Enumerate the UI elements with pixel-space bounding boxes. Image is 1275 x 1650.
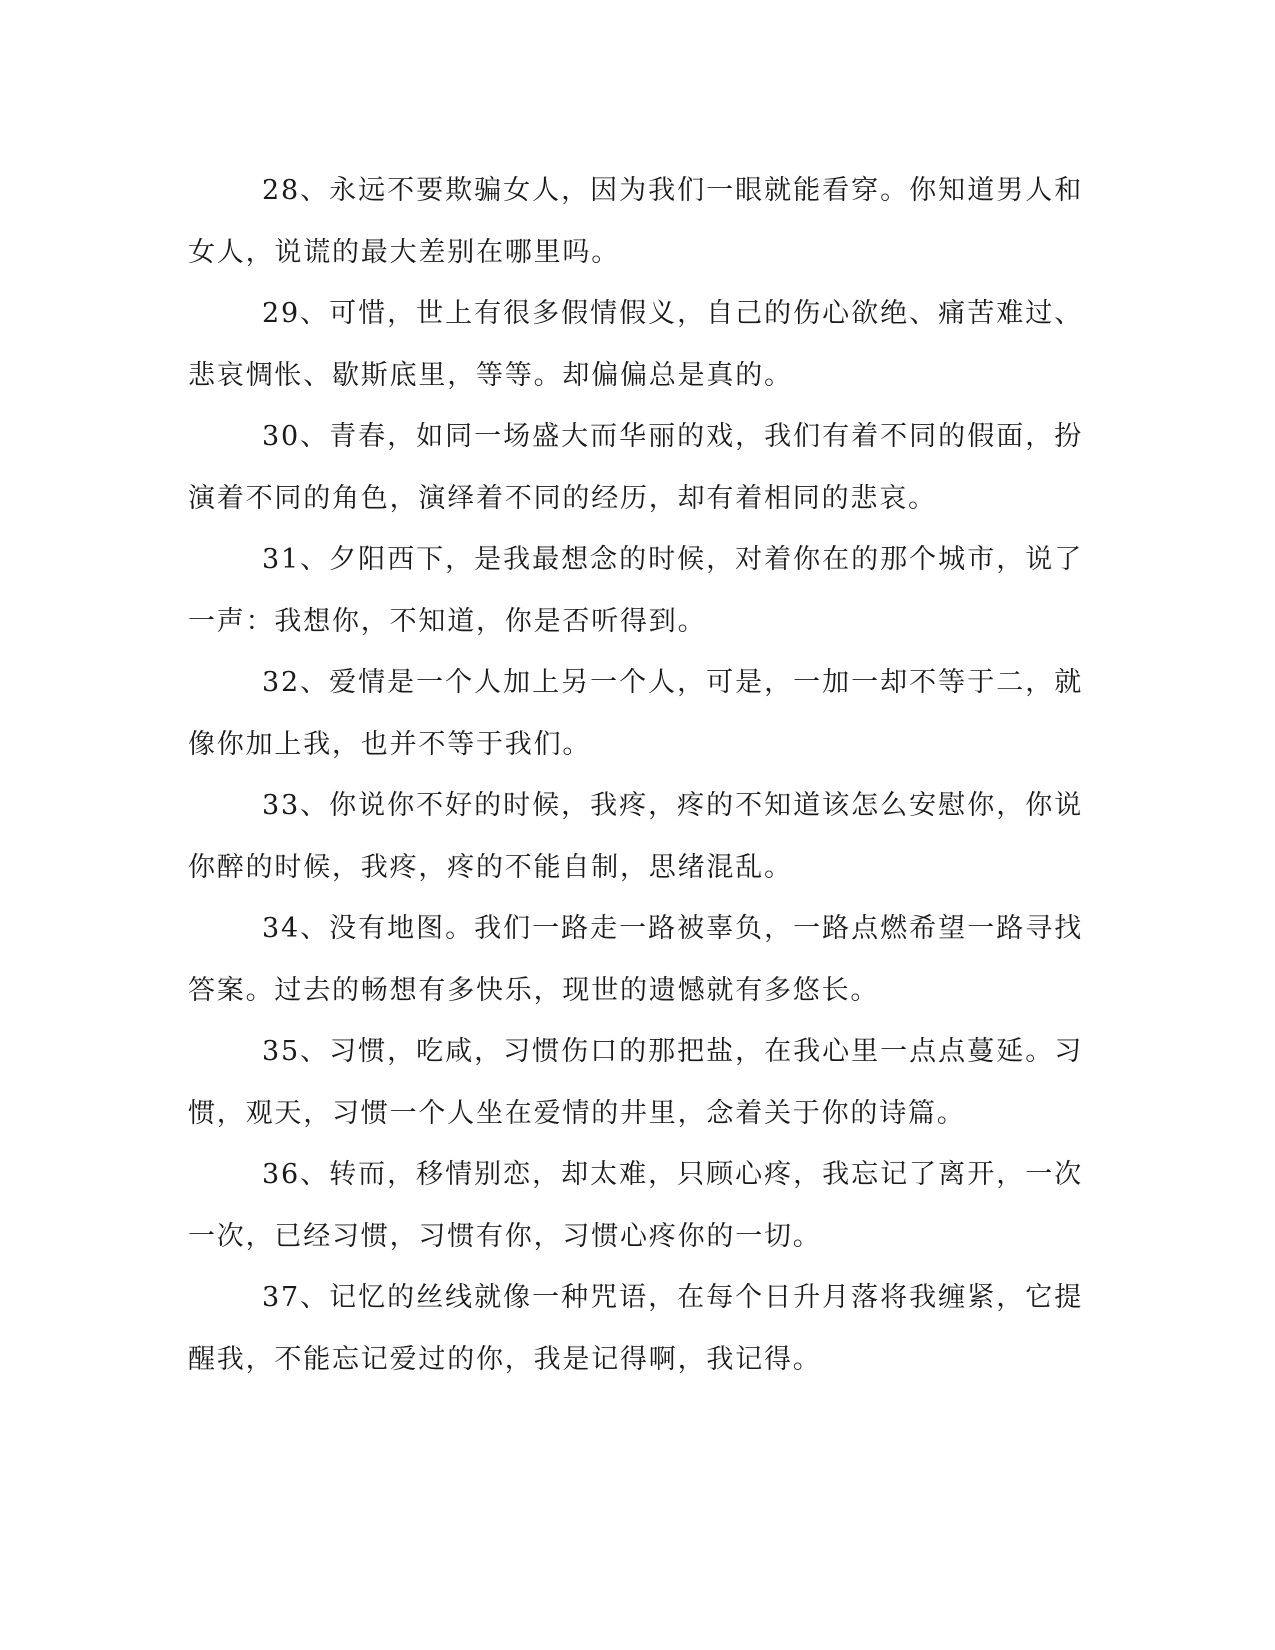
paragraph-37: 37、记忆的丝线就像一种咒语，在每个日升月落将我缠紧，它提醒我，不能忘记爱过的你，我是记得啊，我记得。 bbox=[188, 1282, 1083, 1375]
paragraph-28: 28、永远不要欺骗女人，因为我们一眼就能看穿。你知道男人和女人，说谎的最大差别在哪里吗。 bbox=[188, 175, 1083, 268]
paragraph-31: 31、夕阳西下，是我最想念的时候，对着你在的那个城市，说了一声：我想你，不知道，你是否听得到。 bbox=[188, 544, 1083, 637]
paragraph-29: 29、可惜，世上有很多假情假义，自己的伤心欲绝、痛苦难过、悲哀惆怅、歇斯底里，等等。却偏偏总是真的。 bbox=[188, 298, 1083, 391]
paragraph-30: 30、青春，如同一场盛大而华丽的戏，我们有着不同的假面，扮演着不同的角色，演绎着不同的经历，却有着相同的悲哀。 bbox=[188, 421, 1083, 514]
paragraph-36: 36、转而，移情别恋，却太难，只顾心疼，我忘记了离开，一次一次，已经习惯，习惯有你，习惯心疼你的一切。 bbox=[188, 1159, 1083, 1252]
paragraph-32: 32、爱情是一个人加上另一个人，可是，一加一却不等于二，就像你加上我，也并不等于我们。 bbox=[188, 667, 1083, 760]
paragraph-35: 35、习惯，吃咸，习惯伤口的那把盐，在我心里一点点蔓延。习惯，观天，习惯一个人坐在爱情的井里，念着关于你的诗篇。 bbox=[188, 1036, 1083, 1129]
paragraph-33: 33、你说你不好的时候，我疼，疼的不知道该怎么安慰你，你说你醉的时候，我疼，疼的不能自制，思绪混乱。 bbox=[188, 790, 1083, 883]
paragraph-34: 34、没有地图。我们一路走一路被辜负，一路点燃希望一路寻找答案。过去的畅想有多快乐，现世的遗憾就有多悠长。 bbox=[188, 913, 1083, 1006]
document-body bbox=[188, 160, 1083, 1390]
